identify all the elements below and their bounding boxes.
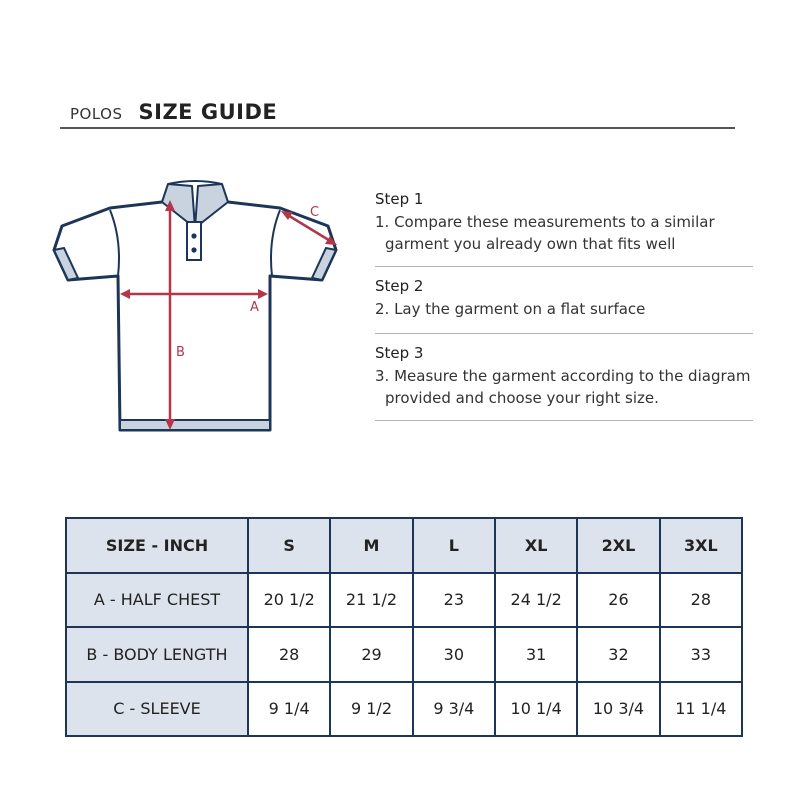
step-2-text: 2. Lay the garment on a flat surface	[375, 300, 646, 318]
table-row	[66, 573, 742, 628]
table-header-cell: L	[413, 518, 495, 573]
row-label: A - HALF CHEST	[66, 573, 248, 628]
row-label: B - BODY LENGTH	[66, 627, 248, 682]
table-cell: 31	[495, 627, 577, 682]
page-header	[70, 100, 277, 124]
table-cell: 10 3/4	[577, 682, 659, 737]
step-1	[375, 190, 753, 267]
table-cell: 28	[248, 627, 330, 682]
polo-shirt-diagram	[40, 180, 360, 440]
step-2	[375, 267, 753, 334]
table-cell: 29	[330, 627, 412, 682]
step-1-title: Step 1	[375, 190, 424, 208]
table-cell: 9 1/4	[248, 682, 330, 737]
button-2	[191, 247, 196, 252]
table-cell: 26	[577, 573, 659, 628]
table-header-cell: 3XL	[660, 518, 742, 573]
button-1	[191, 233, 196, 238]
steps-panel	[375, 190, 753, 421]
header-divider	[60, 127, 735, 129]
hem-band	[120, 420, 270, 430]
table-header-cell: S	[248, 518, 330, 573]
table-header-row	[66, 518, 742, 573]
row-label: C - SLEEVE	[66, 682, 248, 737]
step-1-text: 1. Compare these measurements to a similar garment you already own that fits well	[375, 213, 715, 253]
table-cell: 33	[660, 627, 742, 682]
table-cell: 24 1/2	[495, 573, 577, 628]
label-b: B	[176, 345, 185, 360]
table-cell: 28	[660, 573, 742, 628]
table-header-cell: M	[330, 518, 412, 573]
table-cell: 30	[413, 627, 495, 682]
label-c: C	[310, 205, 320, 220]
step-3	[375, 334, 753, 421]
table-row	[66, 627, 742, 682]
header-subtitle: POLOS	[70, 105, 123, 123]
table-cell: 20 1/2	[248, 573, 330, 628]
table-cell: 21 1/2	[330, 573, 412, 628]
collar-back	[168, 181, 222, 184]
page-title: SIZE GUIDE	[138, 100, 278, 124]
size-table	[65, 517, 743, 737]
step-2-title: Step 2	[375, 277, 424, 295]
table-cell: 9 1/2	[330, 682, 412, 737]
step-3-title: Step 3	[375, 344, 424, 362]
table-cell: 32	[577, 627, 659, 682]
table-cell: 9 3/4	[413, 682, 495, 737]
table-cell: 10 1/4	[495, 682, 577, 737]
table-header-cell: 2XL	[577, 518, 659, 573]
table-header-cell: SIZE - INCH	[66, 518, 248, 573]
label-a: A	[250, 300, 259, 315]
step-3-text: 3. Measure the garment according to the diagram provided and choose your right size.	[375, 367, 751, 407]
placket	[187, 222, 201, 260]
table-cell: 23	[413, 573, 495, 628]
table-cell: 11 1/4	[660, 682, 742, 737]
table-header-cell: XL	[495, 518, 577, 573]
table-row	[66, 682, 742, 737]
